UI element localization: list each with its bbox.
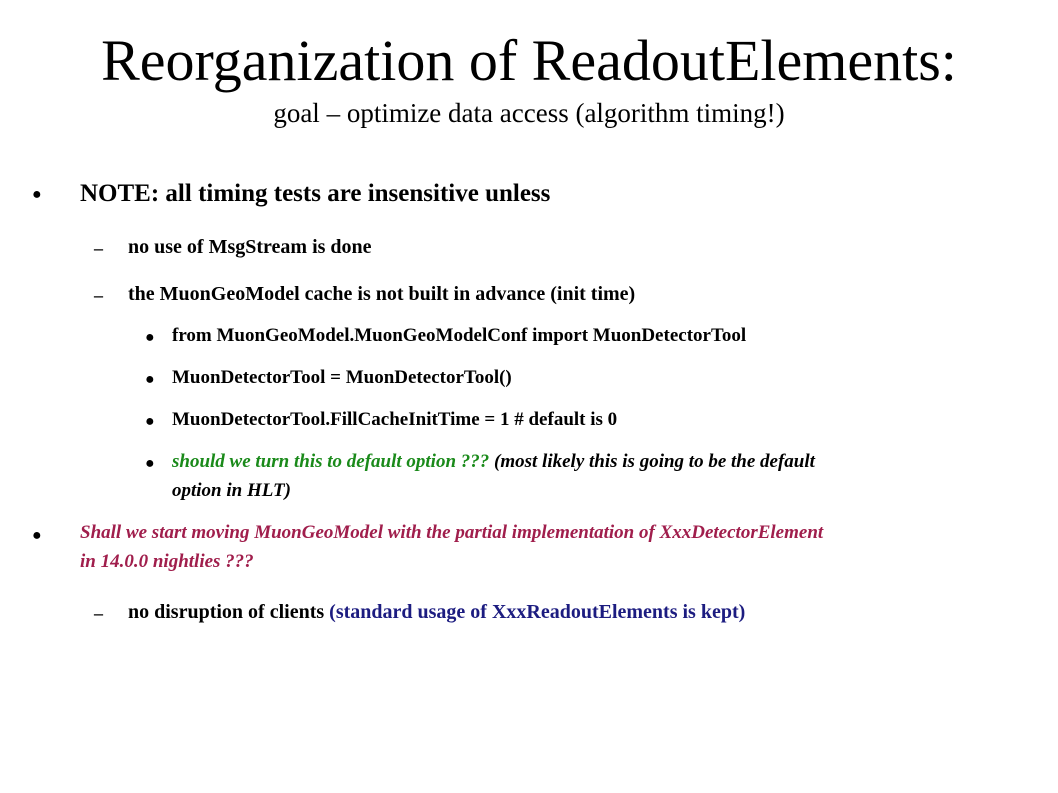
bullet-dot: ● xyxy=(32,527,42,544)
bullet-dash: – xyxy=(94,238,103,258)
bullet-dot: ● xyxy=(145,413,155,430)
assign-line-text: MuonDetectorTool = MuonDetectorTool() xyxy=(172,367,512,388)
default-option-text xyxy=(172,449,815,475)
fillcache-line-text: MuonDetectorTool.FillCacheInitTime = 1 # default is 0 xyxy=(172,409,618,430)
bullet-dash: – xyxy=(94,285,103,305)
cache-text: the MuonGeoModel cache is not built in advance (init time) xyxy=(128,283,636,305)
note-text: NOTE: all timing tests are insensitive unless xyxy=(80,180,551,207)
no-msgstream-text: no use of MsgStream is done xyxy=(128,236,372,258)
default-question-text: should we turn this to default option ??? xyxy=(172,451,490,472)
shall-text: Shall we start moving MuonGeoModel with the partial implementation of XxxDetectorElement xyxy=(80,522,824,543)
slide-subtitle: goal – optimize data access (algorithm timing!) xyxy=(273,98,785,128)
bullet-dot: ● xyxy=(145,455,155,472)
slide-title: Reorganization of ReadoutElements: xyxy=(101,28,957,93)
shall-continued-text: in 14.0.0 nightlies ??? xyxy=(80,551,254,572)
no-disruption-text: no disruption of clients xyxy=(128,601,325,623)
bullet-dot: ● xyxy=(145,329,155,346)
default-comment-text: (most likely this is going to be the default xyxy=(494,451,815,472)
bullet-dot: ● xyxy=(145,371,155,388)
default-comment-continued-text: option in HLT) xyxy=(172,480,291,501)
bullet-dash: – xyxy=(94,603,103,623)
no-disruption-line xyxy=(128,599,745,625)
standard-usage-text: (standard usage of XxxReadoutElements is kept) xyxy=(329,601,746,623)
import-line-text: from MuonGeoModel.MuonGeoModelConf import MuonDetectorTool xyxy=(172,325,747,346)
bullet-dot: ● xyxy=(32,186,42,203)
